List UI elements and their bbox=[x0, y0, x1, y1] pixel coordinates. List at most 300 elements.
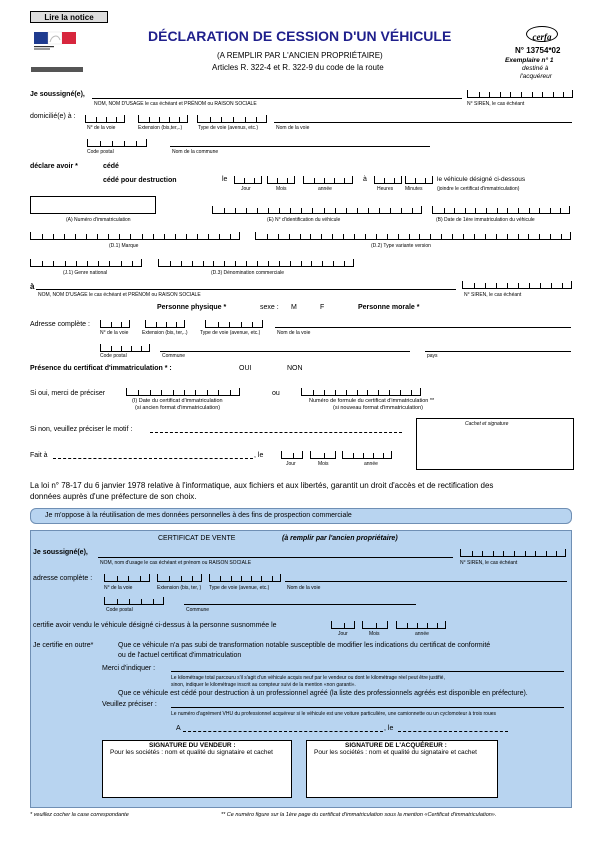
char-separator bbox=[131, 346, 132, 351]
char-separator bbox=[224, 208, 225, 213]
char-separator bbox=[479, 92, 480, 97]
char-separator bbox=[75, 234, 76, 239]
char-separator bbox=[65, 261, 66, 266]
heures-caption: Heures bbox=[377, 186, 394, 192]
genre-caption: (J.1) Genre national bbox=[63, 270, 108, 276]
cv-annee-caption: année bbox=[415, 631, 429, 637]
cv-certifie-vendu: certifie avoir vendu le véhicule désigné ci-dessus à la personne susnommée le bbox=[33, 622, 277, 629]
char-separator bbox=[96, 117, 97, 122]
cv-a-prefix: A bbox=[176, 725, 181, 732]
date-premiere-caption: (B) Date de 1ère immatriculation du véhicule bbox=[436, 217, 535, 223]
char-separator bbox=[357, 208, 358, 213]
nom-caption: NOM, NOM D'USAGE le cas échéant et PRÉNOM ou RAISON SOCIALE bbox=[94, 101, 257, 107]
char-separator bbox=[441, 234, 442, 239]
char-separator bbox=[86, 234, 87, 239]
sexe-f[interactable]: F bbox=[320, 304, 325, 311]
char-separator bbox=[121, 346, 122, 351]
char-separator bbox=[419, 234, 420, 239]
char-separator bbox=[407, 623, 408, 628]
char-separator bbox=[400, 390, 401, 395]
char-separator bbox=[203, 261, 204, 266]
char-separator bbox=[207, 390, 208, 395]
footnote-2: ** Ce numéro figure sur la 1ère page du certificat d'immatriculation sous la mention «Certificat d'immatriculation». bbox=[221, 812, 497, 818]
cv-code-postal-field[interactable] bbox=[104, 597, 164, 605]
cv-merci: Merci d'indiquer : bbox=[102, 665, 156, 672]
destine-2: l'acquéreur bbox=[520, 73, 552, 80]
char-separator bbox=[233, 117, 234, 122]
denomination-field[interactable] bbox=[158, 259, 354, 267]
date-premiere-field[interactable] bbox=[432, 206, 570, 214]
char-separator bbox=[489, 92, 490, 97]
nom-voie-field[interactable] bbox=[274, 122, 572, 123]
char-separator bbox=[100, 141, 101, 146]
char-separator bbox=[540, 283, 541, 288]
char-separator bbox=[173, 390, 174, 395]
fait-annee-field[interactable] bbox=[342, 451, 392, 459]
char-separator bbox=[301, 208, 302, 213]
char-separator bbox=[485, 234, 486, 239]
char-separator bbox=[539, 208, 540, 213]
buyer-adresse-label: Adresse complète : bbox=[30, 321, 90, 328]
char-separator bbox=[383, 453, 384, 458]
buyer-code-postal-field[interactable] bbox=[100, 344, 150, 352]
char-separator bbox=[529, 283, 530, 288]
char-separator bbox=[551, 283, 552, 288]
char-separator bbox=[497, 208, 498, 213]
commune-caption: Nom de la commune bbox=[172, 149, 219, 155]
cv-commune-caption: Commune bbox=[186, 607, 210, 613]
cv-nom-field[interactable] bbox=[98, 557, 453, 558]
char-separator bbox=[535, 551, 536, 556]
char-separator bbox=[159, 117, 160, 122]
fait-a-field[interactable] bbox=[53, 458, 253, 459]
ou-label: ou bbox=[272, 390, 280, 397]
char-separator bbox=[42, 234, 43, 239]
char-separator bbox=[153, 234, 154, 239]
presence-label: Présence du certificat d'immatriculation * : bbox=[30, 365, 172, 372]
char-separator bbox=[311, 261, 312, 266]
char-separator bbox=[245, 117, 246, 122]
char-separator bbox=[430, 234, 431, 239]
char-separator bbox=[550, 208, 551, 213]
si-oui-label: Si oui, merci de préciser bbox=[30, 390, 106, 397]
char-separator bbox=[354, 234, 355, 239]
char-separator bbox=[398, 234, 399, 239]
char-separator bbox=[344, 178, 345, 183]
buyer-nom-caption: NOM, NOM D'USAGE le cas échéant et PRÉNOM ou RAISON SOCIALE bbox=[38, 292, 201, 298]
vehicule-designe: le véhicule désigné ci-dessous bbox=[437, 176, 526, 183]
loi-text-2: données auprès d'une préfecture de son choix. bbox=[30, 492, 197, 501]
char-separator bbox=[170, 261, 171, 266]
sexe-m[interactable]: M bbox=[291, 304, 297, 311]
char-separator bbox=[181, 576, 182, 581]
char-separator bbox=[169, 117, 170, 122]
char-separator bbox=[394, 178, 395, 183]
cession-jour-field[interactable] bbox=[234, 176, 262, 184]
char-separator bbox=[332, 234, 333, 239]
immatriculation-field[interactable] bbox=[30, 196, 156, 214]
cv-jour-field[interactable] bbox=[331, 621, 355, 629]
char-separator bbox=[252, 322, 253, 327]
char-separator bbox=[116, 117, 117, 122]
char-separator bbox=[149, 117, 150, 122]
cerfa-text: cerfa bbox=[532, 32, 552, 42]
char-separator bbox=[333, 261, 334, 266]
personne-physique[interactable]: Personne physique * bbox=[157, 304, 227, 311]
char-separator bbox=[301, 261, 302, 266]
articles-ref: Articles R. 322-4 et R. 322-9 du code de la route bbox=[212, 63, 384, 72]
extension-field[interactable] bbox=[138, 115, 188, 123]
char-separator bbox=[384, 178, 385, 183]
char-separator bbox=[268, 208, 269, 213]
cv-transform-1[interactable]: Que ce véhicule n'a pas subi de transformation notable susceptible de modifier les indications du certificat de conformité bbox=[118, 642, 491, 649]
char-separator bbox=[111, 322, 112, 327]
identification-caption: (E) N° d'identification du véhicule bbox=[267, 217, 341, 223]
char-separator bbox=[150, 390, 151, 395]
buyer-siren-field[interactable] bbox=[462, 281, 572, 289]
char-separator bbox=[353, 453, 354, 458]
char-separator bbox=[412, 208, 413, 213]
char-separator bbox=[486, 208, 487, 213]
si-non-label: Si non, veuillez préciser le motif : bbox=[30, 426, 133, 433]
cv-lieu-field[interactable] bbox=[183, 731, 383, 732]
buyer-a-label: à bbox=[30, 282, 35, 291]
identification-field[interactable] bbox=[212, 206, 422, 214]
date-ci-field[interactable] bbox=[126, 388, 240, 396]
char-separator bbox=[378, 390, 379, 395]
heures-field[interactable] bbox=[374, 176, 402, 184]
char-separator bbox=[261, 576, 262, 581]
char-separator bbox=[510, 92, 511, 97]
char-separator bbox=[192, 261, 193, 266]
cession-annee-caption: année bbox=[318, 186, 332, 192]
denomination-caption: (D.3) Dénomination commerciale bbox=[211, 270, 285, 276]
cv-adresse-label: adresse complète : bbox=[33, 575, 93, 582]
cv-le-suffix: , le bbox=[384, 725, 394, 732]
char-separator bbox=[192, 576, 193, 581]
fait-jour-caption: Jour bbox=[286, 461, 296, 467]
le-label: le bbox=[222, 176, 228, 183]
fait-mois-field[interactable] bbox=[310, 451, 336, 459]
fait-annee-caption: année bbox=[364, 461, 378, 467]
char-separator bbox=[472, 551, 473, 556]
commune-field[interactable] bbox=[170, 146, 430, 147]
sig-acquereur-sub: Pour les sociétés : nom et qualité du signataire et cachet bbox=[314, 749, 477, 756]
buyer-voie-field[interactable] bbox=[100, 320, 130, 328]
char-separator bbox=[409, 234, 410, 239]
cede-destruction-option[interactable]: cédé pour destruction bbox=[103, 177, 177, 184]
char-separator bbox=[427, 623, 428, 628]
char-separator bbox=[132, 261, 133, 266]
char-separator bbox=[224, 261, 225, 266]
cv-transform-2: ou de l'actuel certificat d'immatriculation bbox=[118, 652, 242, 659]
char-separator bbox=[197, 234, 198, 239]
char-separator bbox=[507, 283, 508, 288]
marque-field[interactable] bbox=[30, 232, 240, 240]
char-separator bbox=[181, 261, 182, 266]
cv-extension-caption: Extension (bis, ter, ) bbox=[157, 585, 202, 591]
char-separator bbox=[344, 623, 345, 628]
char-separator bbox=[42, 261, 43, 266]
sig-vendeur-sub: Pour les sociétés : nom et qualité du signataire et cachet bbox=[110, 749, 273, 756]
char-separator bbox=[496, 283, 497, 288]
char-separator bbox=[130, 234, 131, 239]
buyer-type-voie-caption: Type de voie (avenue, etc.) bbox=[200, 330, 261, 336]
char-separator bbox=[444, 208, 445, 213]
char-separator bbox=[268, 261, 269, 266]
cession-mois-field[interactable] bbox=[267, 176, 295, 184]
page-title: DÉCLARATION DE CESSION D'UN VÉHICULE bbox=[148, 28, 452, 44]
cv-voie-field[interactable] bbox=[104, 574, 150, 582]
char-separator bbox=[287, 178, 288, 183]
char-separator bbox=[117, 576, 118, 581]
char-separator bbox=[246, 208, 247, 213]
char-separator bbox=[556, 551, 557, 556]
char-separator bbox=[141, 346, 142, 351]
char-separator bbox=[367, 390, 368, 395]
char-separator bbox=[235, 261, 236, 266]
char-separator bbox=[53, 261, 54, 266]
cession-annee-field[interactable] bbox=[303, 176, 353, 184]
cv-type-voie-field[interactable] bbox=[209, 574, 281, 582]
char-separator bbox=[314, 178, 315, 183]
notice-button[interactable]: Lire la notice bbox=[30, 11, 108, 23]
a-label: à bbox=[363, 176, 367, 183]
cession-mois-caption: Mois bbox=[276, 186, 287, 192]
buyer-nom-voie-caption: Nom de la voie bbox=[277, 330, 311, 336]
char-separator bbox=[235, 208, 236, 213]
char-separator bbox=[411, 390, 412, 395]
char-separator bbox=[389, 390, 390, 395]
char-separator bbox=[64, 234, 65, 239]
cv-nom-voie-field[interactable] bbox=[285, 581, 567, 582]
siren-caption: N° SIREN, le cas échéant bbox=[467, 101, 525, 107]
voie-field[interactable] bbox=[85, 115, 125, 123]
cession-jour-caption: Jour bbox=[241, 186, 251, 192]
cv-annee-field[interactable] bbox=[396, 621, 446, 629]
char-separator bbox=[218, 322, 219, 327]
char-separator bbox=[485, 283, 486, 288]
extension-caption: Extension (bis,ter,..) bbox=[138, 125, 183, 131]
char-separator bbox=[129, 599, 130, 604]
buyer-nom-voie-field[interactable] bbox=[275, 327, 571, 328]
char-separator bbox=[521, 92, 522, 97]
char-separator bbox=[465, 208, 466, 213]
char-separator bbox=[507, 234, 508, 239]
char-separator bbox=[141, 599, 142, 604]
char-separator bbox=[335, 390, 336, 395]
char-separator bbox=[346, 390, 347, 395]
form-number: N° 13754*02 bbox=[515, 46, 561, 55]
buyer-commune-caption: Commune bbox=[162, 353, 186, 359]
type-variante-field[interactable] bbox=[255, 232, 571, 240]
domicilie-label: domicilié(e) à : bbox=[30, 113, 76, 120]
declare-label: déclare avoir * bbox=[30, 163, 78, 170]
char-separator bbox=[121, 322, 122, 327]
char-separator bbox=[415, 178, 416, 183]
char-separator bbox=[179, 117, 180, 122]
date-ci-caption-2: (si ancien format d'immatriculation) bbox=[135, 405, 221, 411]
cv-je-soussigne: Je soussigné(e), bbox=[33, 549, 88, 556]
cv-commune-field[interactable] bbox=[184, 604, 416, 605]
char-separator bbox=[231, 576, 232, 581]
char-separator bbox=[365, 234, 366, 239]
siren-field[interactable] bbox=[467, 90, 573, 98]
char-separator bbox=[454, 208, 455, 213]
char-separator bbox=[529, 208, 530, 213]
char-separator bbox=[503, 551, 504, 556]
char-separator bbox=[300, 234, 301, 239]
code-postal-caption: Code postal bbox=[87, 149, 114, 155]
char-separator bbox=[195, 390, 196, 395]
char-separator bbox=[312, 208, 313, 213]
char-separator bbox=[138, 390, 139, 395]
cv-date-field[interactable] bbox=[398, 731, 508, 732]
char-separator bbox=[514, 551, 515, 556]
cachet-box[interactable] bbox=[416, 418, 574, 470]
cachet-label: Cachet et signature bbox=[465, 421, 509, 427]
char-separator bbox=[463, 234, 464, 239]
buyer-pays-caption: pays bbox=[427, 353, 438, 359]
char-separator bbox=[387, 234, 388, 239]
char-separator bbox=[279, 208, 280, 213]
char-separator bbox=[128, 576, 129, 581]
char-separator bbox=[97, 234, 98, 239]
char-separator bbox=[124, 141, 125, 146]
page-subtitle: (A REMPLIR PAR L'ANCIEN PROPRIÉTAIRE) bbox=[217, 51, 383, 60]
char-separator bbox=[251, 576, 252, 581]
char-separator bbox=[169, 576, 170, 581]
cv-vhu-field[interactable] bbox=[171, 707, 564, 708]
char-separator bbox=[272, 576, 273, 581]
formule-caption-2: (si nouveau format d'immatriculation) bbox=[333, 405, 424, 411]
formule-field[interactable] bbox=[301, 388, 421, 396]
voie-caption: N° de la voie bbox=[87, 125, 116, 131]
code-postal-field[interactable] bbox=[87, 139, 147, 147]
sexe-label: sexe : bbox=[260, 304, 279, 311]
certificat-title-note: (à remplir par l'ancien propriétaire) bbox=[282, 535, 398, 542]
fait-jour-field[interactable] bbox=[281, 451, 303, 459]
presence-oui[interactable]: OUI bbox=[239, 365, 252, 372]
footnote-1: * veuillez cocher la case correspondante bbox=[30, 812, 129, 818]
buyer-nom-field[interactable] bbox=[36, 289, 456, 290]
motif-field[interactable] bbox=[150, 432, 402, 433]
fait-a-label: Fait à bbox=[30, 452, 48, 459]
char-separator bbox=[376, 234, 377, 239]
char-separator bbox=[277, 178, 278, 183]
char-separator bbox=[244, 178, 245, 183]
cv-destruction[interactable]: Que ce véhicule est cédé pour destruction à un professionnel agréé (la liste des professionnels agréés est disponible en préfecture). bbox=[118, 690, 528, 697]
char-separator bbox=[496, 234, 497, 239]
fait-mois-caption: Mois bbox=[318, 461, 329, 467]
loi-text-1: La loi n° 78-17 du 6 janvier 1978 relative à l'informatique, aux fichiers et aux libertés, garantit un droit d'accès et de rectification des bbox=[30, 481, 494, 490]
cv-km-note-1: Le kilométrage total parcouru s'il s'agit d'un véhicule acquis neuf par le vendeur ou dont le kilométrage réel peut être justifié, bbox=[171, 675, 445, 681]
cv-voie-caption: N° de la voie bbox=[104, 585, 133, 591]
cv-mois-field[interactable] bbox=[362, 621, 388, 629]
char-separator bbox=[313, 390, 314, 395]
char-separator bbox=[257, 208, 258, 213]
char-separator bbox=[493, 551, 494, 556]
buyer-type-voie-field[interactable] bbox=[205, 320, 263, 328]
char-separator bbox=[161, 390, 162, 395]
cv-veuillez: Veuillez préciser : bbox=[102, 701, 157, 708]
char-separator bbox=[539, 234, 540, 239]
buyer-pays-field[interactable] bbox=[425, 351, 571, 352]
sig-vendeur-title: SIGNATURE DU VENDEUR : bbox=[149, 742, 236, 749]
char-separator bbox=[500, 92, 501, 97]
char-separator bbox=[166, 322, 167, 327]
cv-siren-field[interactable] bbox=[460, 549, 566, 557]
cv-extension-field[interactable] bbox=[157, 574, 202, 582]
minutes-field[interactable] bbox=[405, 176, 433, 184]
opposition-banner[interactable] bbox=[30, 508, 572, 524]
buyer-code-postal-caption: Code postal bbox=[100, 353, 127, 359]
char-separator bbox=[290, 261, 291, 266]
cv-type-voie-caption: Type de voie (avenue, etc.) bbox=[209, 585, 270, 591]
char-separator bbox=[324, 178, 325, 183]
type-variante-caption: (D.2) Type variante version bbox=[371, 243, 431, 249]
char-separator bbox=[218, 390, 219, 395]
char-separator bbox=[119, 234, 120, 239]
type-voie-field[interactable] bbox=[197, 115, 267, 123]
certificat-title: CERTIFICAT DE VENTE bbox=[158, 535, 236, 542]
char-separator bbox=[293, 453, 294, 458]
marque-caption: (D.1) Marque bbox=[109, 243, 139, 249]
cede-option[interactable]: cédé bbox=[103, 163, 119, 170]
char-separator bbox=[106, 117, 107, 122]
personne-morale[interactable]: Personne morale * bbox=[358, 304, 420, 311]
nom-field[interactable] bbox=[92, 98, 462, 99]
marianne-logo bbox=[34, 30, 76, 52]
genre-field[interactable] bbox=[30, 259, 142, 267]
char-separator bbox=[518, 208, 519, 213]
buyer-commune-field[interactable] bbox=[160, 351, 410, 352]
char-separator bbox=[254, 178, 255, 183]
char-separator bbox=[321, 234, 322, 239]
cv-mois-caption: Mois bbox=[369, 631, 380, 637]
char-separator bbox=[230, 234, 231, 239]
char-separator bbox=[343, 234, 344, 239]
char-separator bbox=[117, 599, 118, 604]
char-separator bbox=[176, 322, 177, 327]
char-separator bbox=[175, 234, 176, 239]
je-soussigne-label: Je soussigné(e), bbox=[30, 91, 85, 98]
char-separator bbox=[417, 623, 418, 628]
presence-non[interactable]: NON bbox=[287, 365, 303, 372]
destine-1: destiné à bbox=[522, 65, 549, 72]
cv-km-field[interactable] bbox=[171, 671, 564, 672]
cv-nom-caption: NOM, nom d'usage le cas échéant et prénom ou RAISON SOCIALE bbox=[100, 560, 252, 566]
char-separator bbox=[121, 261, 122, 266]
char-separator bbox=[437, 623, 438, 628]
formule-caption-1: Numéro de formule du certificat d'immatriculation ** bbox=[309, 398, 435, 404]
char-separator bbox=[108, 234, 109, 239]
char-separator bbox=[53, 234, 54, 239]
ministry-label bbox=[31, 67, 83, 72]
char-separator bbox=[219, 234, 220, 239]
char-separator bbox=[425, 178, 426, 183]
char-separator bbox=[525, 551, 526, 556]
char-separator bbox=[229, 322, 230, 327]
char-separator bbox=[546, 551, 547, 556]
char-separator bbox=[322, 261, 323, 266]
buyer-extension-field[interactable] bbox=[145, 320, 185, 328]
char-separator bbox=[553, 92, 554, 97]
char-separator bbox=[324, 453, 325, 458]
char-separator bbox=[241, 322, 242, 327]
char-separator bbox=[562, 283, 563, 288]
char-separator bbox=[213, 261, 214, 266]
